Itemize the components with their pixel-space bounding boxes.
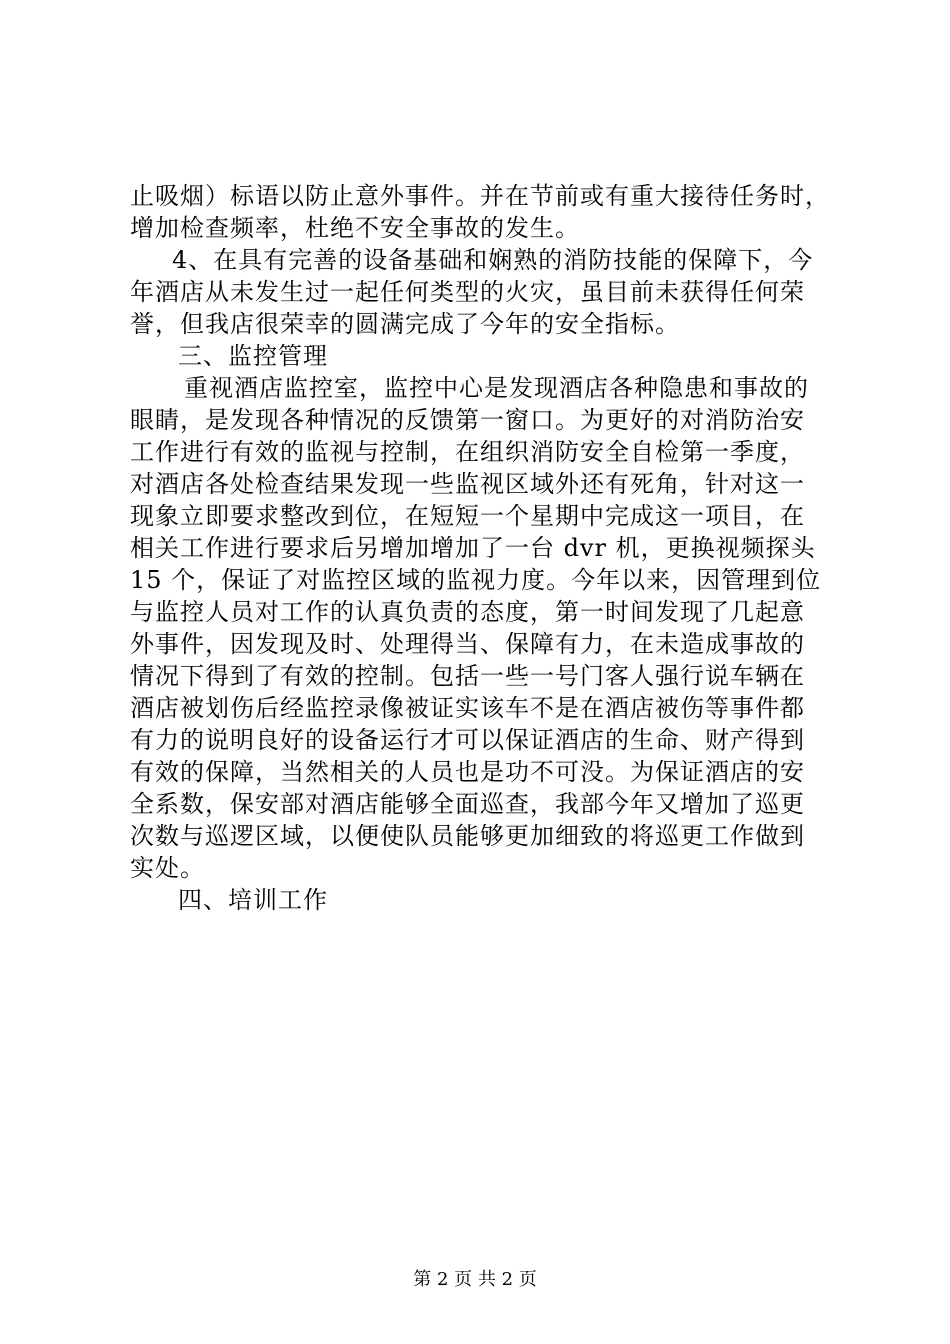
body-line: 工作进行有效的监视与控制，在组织消防安全自检第一季度， [130, 438, 805, 466]
body-line: 次数与巡逻区域，以便使队员能够更加细致的将巡更工作做到 [130, 822, 805, 850]
paragraph-start-line: 重视酒店监控室，监控中心是发现酒店各种隐患和事故的 [184, 374, 809, 402]
body-line: 与监控人员对工作的认真负责的态度，第一时间发现了几起意 [130, 598, 805, 626]
section-heading-monitoring: 三、监控管理 [178, 342, 328, 370]
body-line: 15 个，保证了对监控区域的监视力度。今年以来，因管理到位 [130, 566, 822, 594]
body-line: 有效的保障，当然相关的人员也是功不可没。为保证酒店的安 [130, 758, 805, 786]
body-line: 对酒店各处检查结果发现一些监视区域外还有死角，针对这一 [130, 470, 805, 498]
body-line: 誉，但我店很荣幸的圆满完成了今年的安全指标。 [130, 310, 680, 338]
section-heading-training: 四、培训工作 [178, 886, 328, 914]
body-line: 外事件，因发现及时、处理得当、保障有力，在未造成事故的 [130, 630, 805, 658]
paragraph-start-line: 4、在具有完善的设备基础和娴熟的消防技能的保障下，今 [172, 246, 814, 274]
body-line: 止吸烟）标语以防止意外事件。并在节前或有重大接待任务时， [130, 182, 830, 210]
page-footer [0, 1268, 950, 1292]
page-number-label: 第 2 页 共 2 页 [413, 1269, 537, 1290]
body-line: 情况下得到了有效的控制。包括一些一号门客人强行说车辆在 [130, 662, 805, 690]
body-line: 实处。 [130, 854, 205, 882]
body-line: 年酒店从未发生过一起任何类型的火灾，虽目前未获得任何荣 [130, 278, 805, 306]
body-line: 相关工作进行要求后另增加增加了一台 dvr 机，更换视频探头 [130, 534, 816, 562]
document-body [130, 180, 830, 916]
body-line: 酒店被划伤后经监控录像被证实该车不是在酒店被伤等事件都 [130, 694, 805, 722]
body-line: 现象立即要求整改到位，在短短一个星期中完成这一项目，在 [130, 502, 805, 530]
body-line: 增加检查频率，杜绝不安全事故的发生。 [130, 214, 580, 242]
body-line: 眼睛，是发现各种情况的反馈第一窗口。为更好的对消防治安 [130, 406, 805, 434]
body-line: 有力的说明良好的设备运行才可以保证酒店的生命、财产得到 [130, 726, 805, 754]
body-line: 全系数，保安部对酒店能够全面巡查，我部今年又增加了巡更 [130, 790, 805, 818]
